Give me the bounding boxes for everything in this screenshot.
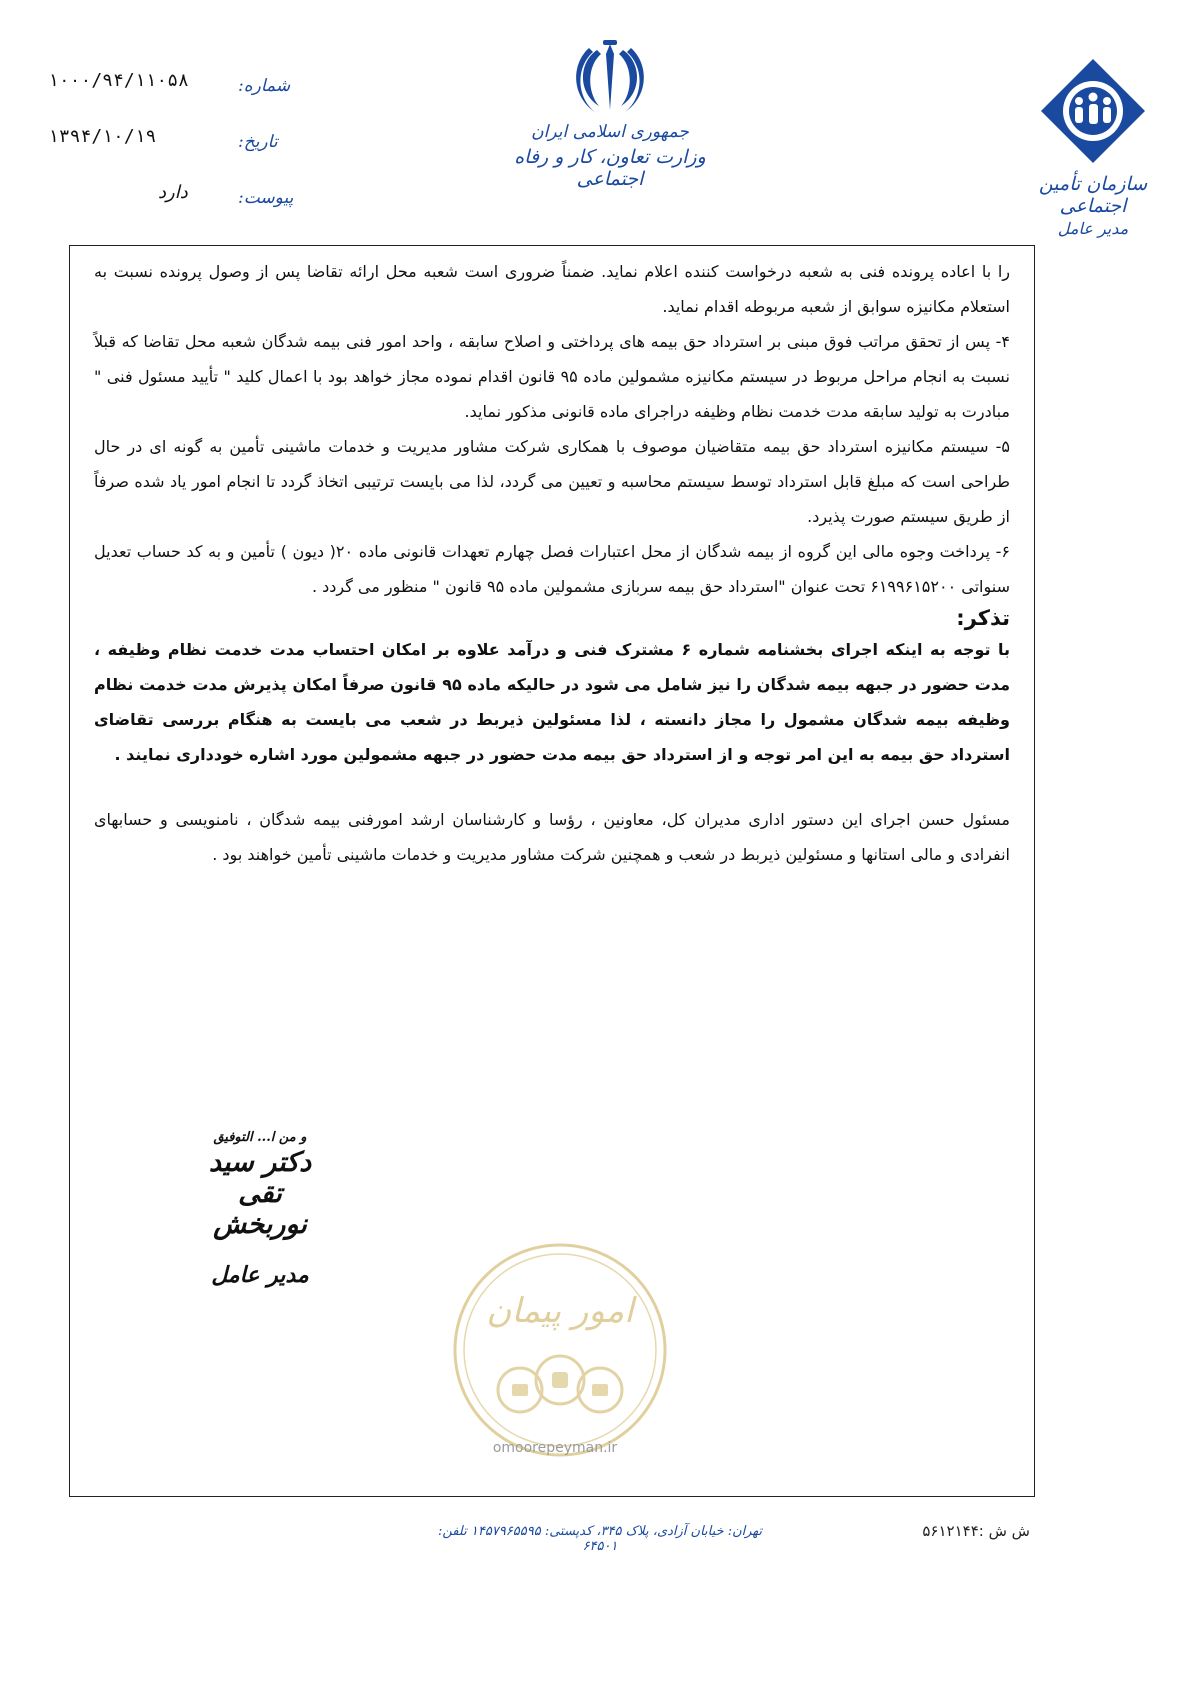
gov-country-name: جمهوری اسلامی ایران (531, 122, 689, 142)
social-security-logo-icon (1033, 55, 1153, 165)
watermark-stamp-icon (440, 1230, 680, 1470)
watermark-url: omoorepeyman.ir (492, 1440, 618, 1456)
meta-attachment-row (48, 182, 294, 238)
organization-name: سازمان تأمین اجتماعی (1038, 173, 1148, 217)
iran-emblem-icon (565, 40, 655, 120)
gov-ministry-name: وزارت تعاون، کار و رفاه اجتماعی (514, 146, 706, 190)
closing-paragraph: مسئول حسن اجرای این دستور اداری مدیران کل، معاونین ، رؤسا و کارشناسان ارشد امورفنی بیمه شدگان ، نامنویسی و حسابهای انفرادی و مالی استانها و مسئولین ذیربط در شعب و همچنین شرکت مشاور مدیریت و خدمات ماشینی تأمین خواهند بود . (94, 810, 1010, 864)
letter-number-label: شماره: (238, 76, 291, 96)
letter-number: ۱۰۰۰/۹۴/۱۱۰۵۸ (48, 70, 189, 91)
footer-address: تهران: خیابان آزادی، پلاک ۳۴۵، کدپستی: ۱۴۵۷۹۶۵۵۹۵ تلفن: ۶۴۵۰۱ (437, 1524, 763, 1554)
signature-block (190, 1130, 330, 1288)
note-text: با توجه به اینکه اجرای بخشنامه شماره ۶ مشترک فنی و درآمد علاوه بر امکان احتساب مدت خدمت نظام وظیفه ، مدت حضور در جبهه بیمه شدگان را نیز شامل می شود در حالیکه ماده ۹۵ قانون صرفاً امکان پذیرش مدت خدمت نظام وظیفه بیمه شدگان مشمول را مجاز دانسته ، لذا مسئولین ذیربط در شعب می بایست به هنگام بررسی تقاضای استرداد حق بیمه به این امر توجه و از استرداد حق بیمه مدت حضور در جبهه مشمولین مورد اشاره خودداری نمایند . (94, 640, 1011, 764)
signature-closing-phrase: و من ا... التوفیق (213, 1130, 307, 1145)
letter-content (94, 254, 1010, 872)
paragraph-item-6: ۶- پرداخت وجوه مالی این گروه از بیمه شدگان از محل اعتبارات فصل چهارم تعهدات قانونی ماده ۲۰( دیون ) تأمین و به کد حساب تعدیل سنواتی ۶۱۹۹۶۱۵۲۰۰ تحت عنوان "استرداد حق بیمه سربازی مشمولین ماده ۹۵ قانون " منظور می گردد . (94, 542, 1011, 596)
letter-date-label: تاریخ: (238, 132, 278, 152)
section-spacer (94, 772, 1010, 802)
meta-date-row (48, 126, 288, 182)
signature-name: دکتر سید تقی نوربخش (208, 1147, 312, 1240)
letter-meta (48, 70, 294, 238)
organization-header (1008, 55, 1178, 238)
letter-attachment: دارد (158, 182, 188, 203)
note-heading: تذکر: (956, 606, 1010, 630)
paragraph-item-4: ۴- پس از تحقق مراتب فوق مبنی بر استرداد حق بیمه های پرداختی و اصلاح سابقه ، واحد امور فنی بیمه شدگان شعبه محل تقاضا که قبلاً نسبت به انجام مراحل مربوط در سیستم مکانیزه مشمولین ماده ۹۵ قانون اقدام نموده مجاز خواهد بود با اعمال کلید " تأیید مسئول فنی " مبادرت به تولید سابقه مدت خدمت نظام وظیفه دراجرای ماده قانونی مذکور نماید. (94, 332, 1011, 421)
footer-id: ش ش :۵۶۱۲۱۴۴ (922, 1522, 1030, 1540)
letter-attachment-label: پیوست: (238, 188, 294, 208)
signature-title: مدیر عامل (211, 1262, 309, 1288)
letter-date: ۱۳۹۴/۱۰/۱۹ (48, 126, 157, 147)
paragraph-continuation: را با اعاده پرونده فنی به شعبه درخواست کننده اعلام نماید. ضمناً ضروری است شعبه محل ارائه تقاضا پس از وصول پرونده نسبت به استعلام مکانیزه سوابق از شعبه مربوطه اقدام نماید. (94, 262, 1010, 316)
organization-office: مدیر عامل (1057, 219, 1129, 238)
svg-text:امور پیمان: امور پیمان (486, 1291, 634, 1331)
paragraph-item-5: ۵- سیستم مکانیزه استرداد حق بیمه متقاضیان موصوف با همکاری شرکت مشاور مدیریت و خدمات ماشینی تأمین به گونه ای در حال طراحی است که مبلغ قابل استرداد توسط سیستم محاسبه و تعیین می گردد، لذا می بایست ترتیبی اتخاذ گردد تا انجام امور یاد شده صرفاً از طریق سیستم صورت پذیرد. (94, 437, 1010, 526)
meta-number-row (48, 70, 291, 126)
government-header (500, 40, 720, 200)
